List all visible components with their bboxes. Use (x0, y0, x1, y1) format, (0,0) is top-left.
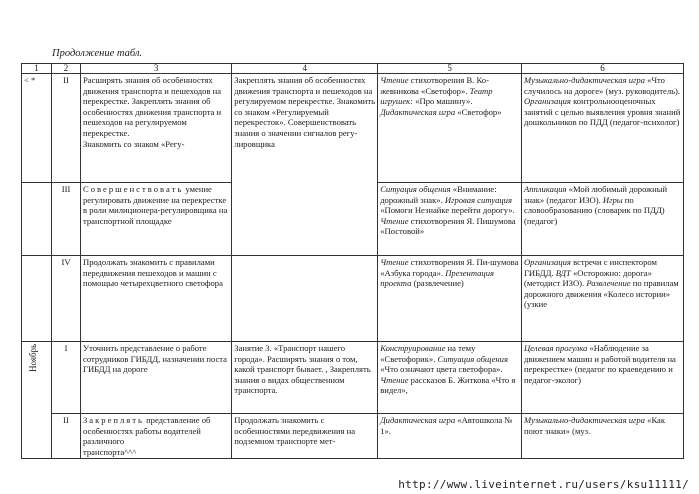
cell-lesson (232, 74, 378, 256)
table-row (22, 256, 684, 342)
activity-text: контрольнооценочных занятий с целью выявления уровня знаний дошкольников по ПДД (педагог-психолог) (523, 96, 681, 128)
cell-lesson (232, 256, 378, 342)
col-header-1: 1 (22, 64, 52, 74)
cell-month (22, 342, 52, 459)
cell-specialists (521, 74, 683, 183)
cell-lesson (232, 414, 378, 459)
col-header-4: 4 (232, 64, 378, 74)
table-row (22, 342, 684, 414)
activity-label: Дидактическая игра (380, 415, 456, 425)
cell-tasks (81, 414, 232, 459)
activity-label: Игры (602, 194, 623, 205)
col-header-2: 2 (52, 64, 81, 74)
cell-activities (378, 256, 522, 342)
activity-text: «Внимание: дорожный знак». (380, 184, 497, 205)
cell-specialists (521, 342, 683, 414)
cell-tasks (81, 256, 232, 342)
activity-label: Чтение (380, 257, 409, 267)
activity-text: стихотворения Я. Пи-шумова «Азбука города». (380, 257, 519, 278)
table-caption: Продолжение табл. (52, 48, 143, 59)
cell-text: Уточнить представление о работе сотрудников ГИБДД, назначении поста ГИБДД на дороге (83, 343, 227, 375)
cell-text: Закреплять знания об особенностях движения транспорта и пешеходов на регулируемом перекрестке. Знакомить со знаком «Регулируемый перекресток». Совершенствовать знания о значении сигналов регулировщика (234, 75, 376, 149)
activity-text: рассказов Б. Житкова «Что я видел», (380, 374, 516, 396)
cell-week: II (52, 74, 81, 183)
activity-text: «Про машину». (415, 96, 473, 107)
watermark-url: http://www.liveinternet.ru/users/ksu11111/ (398, 478, 689, 491)
activity-text: «Осторожно: дорога» (методист ИЗО). (523, 267, 652, 289)
cell-text-spaced: Совершенствовать (83, 184, 184, 194)
activity-text: встречи с инспектором ГИБДД. (523, 257, 657, 278)
cell-week: II (52, 414, 81, 459)
activity-text: стихотворения Я. Пишумова «Постовой» (380, 215, 516, 237)
activity-text: стихотворения В. Кожевникова «Светофор». (380, 75, 489, 96)
activity-text: по словообразованию (словарик по ПДД) (педагог) (523, 194, 665, 226)
plan-table (21, 63, 684, 459)
cell-text: Занятие 3. «Транспорт нашего города». Расширять знания о том, какой транспорт бывает. , Закреплять знания о видах общественном транспорта. (234, 343, 371, 396)
cell-text-spaced: Закреплять (83, 415, 144, 425)
cell-activities (378, 183, 522, 256)
cell-text: представление об особенностях работы водителей различного (83, 415, 211, 447)
cell-week: I (52, 342, 81, 414)
cell-week: IV (52, 256, 81, 342)
col-header-3: 3 (81, 64, 232, 74)
activity-label: Ситуация общения (380, 184, 451, 194)
activity-label: Чтение (380, 374, 409, 385)
cell-specialists (521, 183, 683, 256)
cell-tasks (81, 183, 232, 256)
activity-text: «Как поют знаки» (муз. (523, 415, 666, 436)
cell-specialists (521, 414, 683, 459)
activity-label: ВДТ (555, 267, 571, 278)
table-row (22, 414, 684, 459)
cell-lesson (232, 342, 378, 414)
activity-label: Конструирование (380, 343, 446, 353)
activity-label: Ситуация общения (437, 353, 508, 364)
cell-text: Продолжать знакомить с особенностями передвижения на подземном транспорте мет- (234, 415, 356, 447)
activity-text: «Мой любимый дорожный знак» (педагог ИЗО). (523, 184, 668, 205)
activity-text: «Что означают цвета светофора». (380, 364, 503, 375)
activity-label: Музыкально-дидактическая игра (523, 75, 645, 85)
activity-label: Чтение (380, 75, 409, 85)
activity-label: Презентация проекта (380, 267, 495, 289)
cell-tasks (81, 342, 232, 414)
activity-text: по правилам дорожного движения «Колесо истории» (узкие (523, 278, 679, 310)
activity-label: Музыкально-дидактическая игра (523, 415, 645, 425)
cell-activities (378, 414, 522, 459)
cell-week: III (52, 183, 81, 256)
cell-text-cut: транспорта^^^ (83, 446, 137, 457)
col-header-5: 5 (378, 64, 522, 74)
header-row (22, 64, 684, 74)
activity-text: на тему «Светофорик». (380, 343, 476, 364)
activity-text: (развлечение) (413, 278, 464, 289)
cell-month (22, 256, 52, 342)
cell-text-cut: Знакомить со знаком «Регу- (83, 138, 185, 149)
activity-text: «Помоги Незнайке перейти дорогу». (380, 205, 515, 216)
cell-activities (378, 74, 522, 183)
activity-text: «Автошкола № 1». (380, 415, 513, 436)
cell-specialists (521, 256, 683, 342)
cell-activities (378, 342, 522, 414)
activity-label: Дидактическая игра (380, 106, 456, 117)
activity-text: «Светофор» (457, 106, 502, 117)
table-row (22, 74, 684, 183)
activity-label: Театр игрушек: (380, 85, 493, 107)
cell-text: Продолжать знакомить с правилами передвижения пешеходов и машин с помощью четырехцветного светофора (83, 257, 223, 289)
activity-text: «Что случилось на дороге» (муз. руководитель). (523, 75, 681, 96)
activity-label: Целевая прогулка (523, 343, 588, 353)
cell-text: умение регулировать движение на перекрестке в роли милиционера-регулировщика на транспортной площадке (83, 184, 228, 226)
col-header-6: 6 (521, 64, 683, 74)
cell-text: Расширять знания об особенностях движения транспорта и пешеходов на перекрестке. Закреплять знания об особенностях движения транспорта и пешеходов на регулируемом перекрестке. (83, 75, 222, 138)
cell-month (22, 183, 52, 256)
activity-label: Развлечение (586, 278, 631, 289)
activity-label: Чтение (380, 215, 409, 226)
activity-label: Организация (523, 257, 571, 267)
activity-text: «Наблюдение за движением машин и работой водителя на перекрестке» (педагог по краеведению и педагог-эколог) (523, 343, 676, 385)
activity-label: Игровая ситуация (444, 194, 512, 205)
cell-tasks (81, 74, 232, 183)
activity-label: Организация (523, 96, 571, 107)
activity-label: Аппликация (523, 184, 567, 194)
month-label: Ноябрь (28, 343, 38, 372)
cell-month: < * (22, 74, 52, 183)
